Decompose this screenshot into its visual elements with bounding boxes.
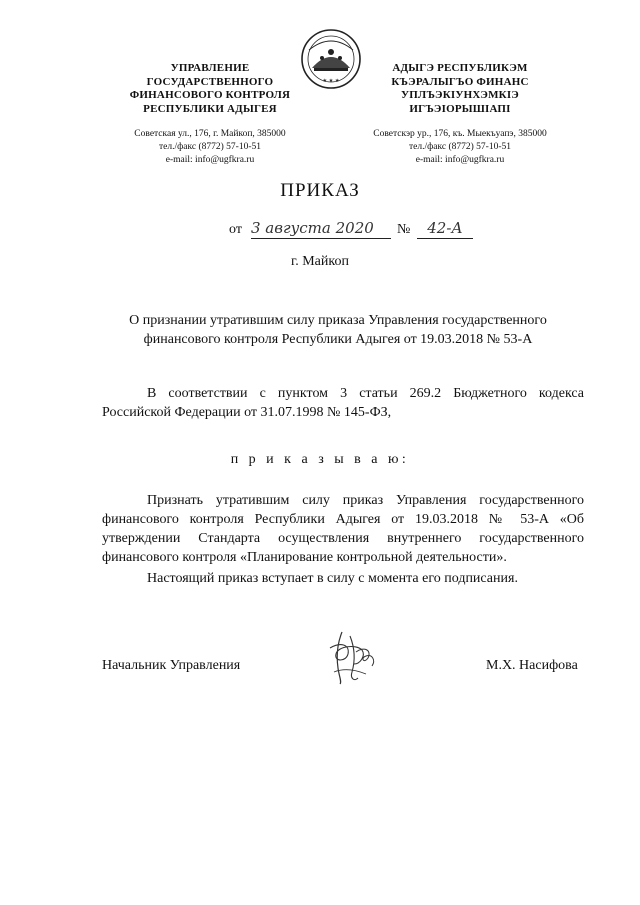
header-left <box>100 62 320 167</box>
order-word: п р и к а з ы в а ю: <box>230 452 410 467</box>
right-email-line: e-mail: info@ugfkra.ru <box>415 155 505 165</box>
right-phone-line: тел./факс (8772) 57-10-51 <box>409 142 511 152</box>
left-org-line: РЕСПУБЛИКИ АДЫГЕЯ <box>143 102 277 115</box>
left-org-line: ГОСУДАРСТВЕННОГО <box>146 75 274 88</box>
right-org-line: КЪЭРАЛЫГЪО ФИНАНС <box>391 75 529 88</box>
document-title: ПРИКАЗ <box>280 180 360 201</box>
right-address-line: Советскэр ур., 176, къ. Мыекъуапэ, 385000 <box>373 129 547 139</box>
date-number-row <box>229 219 489 245</box>
order-paragraph: Признать утратившим силу приказ Управления государственного финансового контроля Республики Адыгея от 19.03.2018 № 53-А «Об утверждении Стандарта осуществления внутреннего государственного финансового контроля «Планирование контрольной деятельности». <box>102 493 584 565</box>
left-email-line: e-mail: info@ugfkra.ru <box>165 155 255 165</box>
right-address <box>350 128 570 167</box>
left-org-line: ФИНАНСОВОГО КОНТРОЛЯ <box>129 89 291 101</box>
order-paragraph: Настоящий приказ вступает в силу с момента его подписания. <box>147 571 518 586</box>
right-org-line: УПЛЪЭКIУНХЭМКIЭ <box>401 89 519 101</box>
left-address-line: Советская ул., 176, г. Майкоп, 385000 <box>134 129 286 139</box>
right-org-line: АДЫГЭ РЕСПУБЛИКЭМ <box>392 62 528 74</box>
handwritten-number: 42-А <box>417 219 473 239</box>
svg-text:★ ★ ★: ★ ★ ★ <box>322 78 340 84</box>
handwritten-date: 3 августа 2020 <box>251 219 391 239</box>
handwritten-signature <box>320 628 380 686</box>
signatory-position: Начальник Управления <box>102 658 241 673</box>
date-prefix: от <box>229 222 242 237</box>
document-subject: О признании утратившим силу приказа Управления государственного финансового контроля Республики Адыгея от 19.03.2018 № 53-А <box>129 313 547 347</box>
legal-basis: В соответствии с пунктом 3 статьи 269.2 Бюджетного кодекса Российской Федерации от 31.07.1998 № 145-ФЗ, <box>102 386 584 420</box>
signatory-name: М.Х. Насифова <box>486 658 578 673</box>
header-right <box>350 62 570 167</box>
left-address <box>100 128 320 167</box>
city: г. Майкоп <box>291 254 349 269</box>
right-org-line: ИГЪЭIОРЫШIАПI <box>409 102 511 115</box>
number-sign: № <box>397 222 411 237</box>
left-phone-line: тел./факс (8772) 57-10-51 <box>159 142 261 152</box>
left-org-line: УПРАВЛЕНИЕ <box>170 62 250 74</box>
